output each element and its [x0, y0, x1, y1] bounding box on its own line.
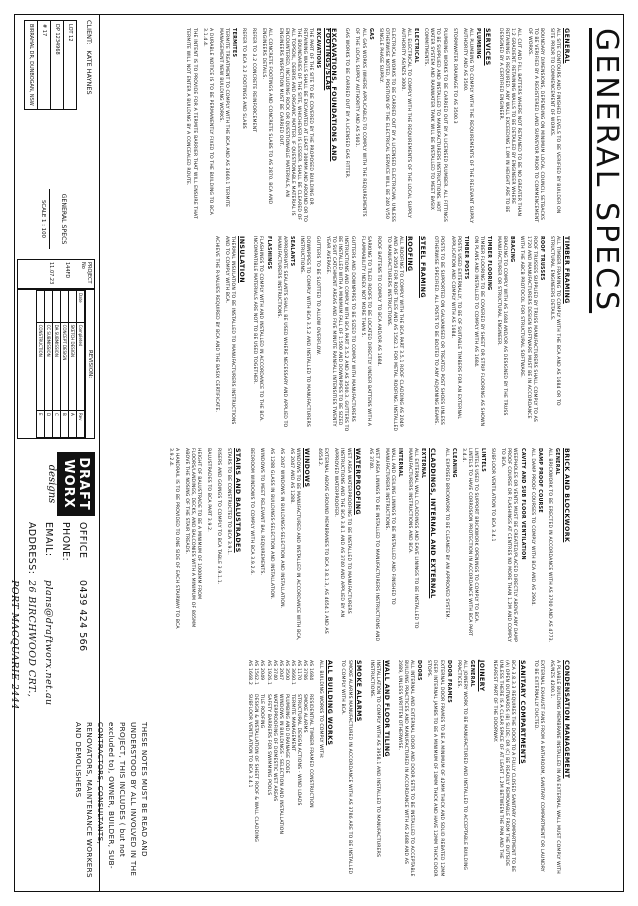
sheet-name — [40, 189, 67, 249]
subsection-heading: DOOR FRAMES — [445, 660, 451, 703]
spec-paragraph: A PLIABLE BUILDING MEMBRANE INSTALLED IN AN EXTERNAL WALL MUST COMPLY WITH AS/NZS 4200.1. — [548, 660, 560, 874]
spec-paragraph: GUTTERS AND DOWNPIPES TO BE SIZED TO COMPLY WITH MANUFACTURERS INSTRUCTIONS AND COMPLY WITH BCA PART 3.5.2 AND AS 3500.3. GUTTERS TO BE INSTALLED WITH A MINIMUM FALL OF 1:500 AND DOWNPIPES TO BE SIZED TO SUIT CATCHMENT AREAS AND FIVE MINUTE RAINFALL INTENSITIES TWENTY YEAR AVERAGE. — [325, 236, 355, 432]
revision-cell: A — [69, 411, 77, 438]
spec-paragraph: ALL DAMP PROOF COURSES TO COMPLY WITH BCA AND AS 2904. — [529, 448, 535, 606]
spec-paragraph: THE PART OF THE SITE TO BE COVERED BY THE PROPOSED BUILDING OR RETAINING WALLS SHALL BE EXCAVATED AT LEAST 300MM AND AROUND OR TO THE BOUNDARIES OF THE SITE, WHICHEVER IS LESSER. SHALL BE CLEARED OF ALL TOPSOIL, DEBRIS AND ORGANIC MATTER. IF QUESTIONABLE MATERIAL IS ENCOUNTERED, INCLUDING ROCK OR QUESTIONABLE MATERIALS, AN ENGINEERS INSPECTION MUST BE CARRIED OUT. — [277, 28, 313, 222]
spec-paragraph: ALL CONCRETE FOOTINGS AND CONCRETE SLABS TO AS 2870. BCA AND ENGINEERS DETAILS. — [261, 28, 273, 205]
spec-paragraph: WALL AND CEILING LININGS TO BE INSTALLED AND FINISHED TO MANUFACTURERS INSTRUCTIONS. — [383, 448, 396, 605]
standard-code: AS 3500 — [283, 660, 289, 681]
spec-paragraph: FLASHINGS TO COMPLY WITH AND INSTALLED IN ACCORDANCE TO THE BCA. INCOMPATIBLE MATERIALS ARE NOT TO BE USED TOGETHER. — [252, 236, 264, 422]
spec-paragraph: ALL ROOFING TO COMPLY WITH THE BCA PART 3.5.1 ROOF CLADDING AS 2049 AND AS 2050 FOR ROOF TILES AND AS 1562.1 FOR METAL ROOFING. INSTALLED TO MANUFACTURERS INSTRUCTIONS. — [385, 236, 404, 432]
project-no: 144FD — [64, 262, 70, 279]
section-heading: WATERPROOFING — [353, 448, 361, 515]
section-heading: WINDOWS — [303, 448, 311, 488]
section-heading: CLADDINGS, INTERNAL AND EXTERNAL — [429, 448, 437, 599]
sheet-name-text: GENERAL SPECS — [60, 193, 67, 245]
standard-row — [283, 660, 289, 878]
revision-header-row — [77, 291, 85, 438]
standard-row — [307, 660, 313, 878]
spec-paragraph: INSTALLATION TO COMPLY WITH AS 3958.1 AND INSTALLED TO MANUFACTURERS INSTRUCTIONS. — [368, 660, 380, 858]
spec-paragraph: ACHIEVE THE R-VALUES REQUIRED BY BCA AND THE BASIX CERTIFICATE. — [213, 236, 219, 413]
revision-cell: DA SUBMISSION — [53, 322, 61, 410]
spec-paragraph: ALL BRICKWORK TO BE ERECTED IN ACCORDANCE WITH AS 3700 AND AS 4773. — [546, 448, 552, 643]
revision-cell: CC SUBMISSION — [45, 322, 53, 410]
spec-paragraph: SMOKE ALARMS MANUFACTURED IN ACCORDANCE WITH AS 3786 ARE TO BE INSTALLED TO COMPLY WITH BCA. — [340, 660, 352, 875]
section-heading: GENERAL — [563, 28, 570, 64]
revision-cell: C — [53, 411, 61, 438]
site-details-table — [24, 20, 77, 110]
address-cell: BIRRAHAL DR, DUNBOGAN, NSW — [25, 21, 38, 110]
client-label: CLIENT: — [85, 20, 93, 45]
standard-code: AS 1170 — [296, 660, 301, 681]
street-no-cell: # 17 — [38, 21, 51, 110]
office-phone-label: OFFICE PHONE: — [60, 522, 88, 562]
subsection-heading: GAS — [367, 28, 373, 41]
spec-paragraph: WINDOWS TO BE MANUFACTURED AND INSTALLED IN ACCORDANCE WITH BCA, AS 2047 AND AS 1288. — [288, 448, 300, 641]
revision-grid — [36, 290, 85, 438]
client-panel — [19, 20, 93, 185]
standard-title: SMOKE ALARMS — [302, 694, 308, 733]
project-panel — [17, 259, 95, 289]
spec-paragraph: ALL JOINERY WORK TO BE MANUFACTURED AND INSTALLED TO ACCEPTABLE BUILDING PRACTICES. — [455, 660, 467, 871]
lot-cell: LOT 12 — [64, 21, 77, 110]
spec-column-4 — [246, 660, 576, 878]
subsection-heading: EXTERNAL — [420, 448, 426, 479]
revision-cell: CONSTRUCTION — [37, 322, 45, 410]
spec-paragraph: A DURABLE NOTICE IS TO BE PERMANENTLY FIXED TO THE BUILDING TO BCA 3.1.4.4. — [201, 28, 213, 215]
office-address-2: PORT MACQUARIE 2444 — [9, 580, 20, 710]
spec-paragraph: TIMBER FLOORING TO BE COVERED BY SHEET OR STRIP FLOORING AS SHOWN ON PLANS AND INSTALLED TO COMPLY WITH AS 1684. — [472, 236, 484, 427]
subsection-heading: GENERAL — [468, 660, 474, 688]
spec-paragraph: APPROPRIATE SEALANTS SHALL BE USED WHERE NECESSARY AND APPLIED TO MANUFACTURERS INSTRUCTIONS. — [275, 236, 287, 428]
standard-code: AS 3660.1 — [289, 660, 295, 685]
spec-paragraph: ALL BUILDING WORKS TO COMPLY WITH: — [318, 660, 324, 759]
spec-paragraph: EXTERNAL ABOVE GROUND MEMBRANES TO BCA 3.8.1.3, AS 4654.1 AND AS 4654.2. — [317, 448, 329, 634]
spec-column-3 — [163, 448, 576, 644]
sheet-title: GENERAL SPECS — [589, 28, 624, 314]
revision-row — [45, 291, 53, 438]
spec-paragraph: POSTS USED EXTERNALLY, TO BE OF SUITABLE TIMBERS FOR AN EXTERNAL APPLICATION AND COMPLY WITH AS 1684. — [449, 236, 461, 420]
subsection-heading: TIMBER POSTS — [462, 236, 468, 280]
subsection-heading: INTERNAL — [397, 448, 403, 478]
revision-row — [61, 291, 69, 438]
spec-column-1 — [180, 28, 576, 224]
revision-row — [69, 291, 77, 438]
address-label: ADDRESS: — [26, 522, 37, 575]
standard-code: AS 3786 — [302, 660, 308, 681]
spec-paragraph: BRACING TO COMPLY WITH AS 1684 AND/OR AS DESIGNED BY THE TRUSS MANUFACTURER OR STRUCTURAL ENGINEER. — [496, 236, 508, 416]
subsection-heading: ROOF TRUSSES — [538, 236, 544, 281]
spec-paragraph: GUTTERS TO BE SLOTTED TO ALLOW OVERFLOW. — [315, 236, 321, 356]
spec-paragraph: BOUNDARY DIMENSIONS, DEPENDING ON MINIMUM LOCAL COUNCIL SETBACKS TO BE VERIFIED BY A REGISTERED LAND SURVEYOR PRIOR TO COMMENCEMENT OF WORKS. — [526, 28, 544, 223]
section-heading: SERVICES — [484, 28, 492, 66]
revision-cell — [53, 291, 61, 323]
revision-cell — [45, 291, 53, 323]
section-heading: JOINERY — [478, 660, 486, 692]
dp-cell: DP 1234968 — [51, 21, 64, 110]
standard-code: AS 1562.1 — [253, 660, 259, 685]
spec-paragraph: HEIGHT OF BALUSTRADE TO BE A MINIMUM OF 1000MM FROM FLOORS/LANDINGS, DECKS, AND BALCONIES WITH A MINIMUM OF 865MM ABOVE THE NOSING OF THE STAIR TREADS. — [183, 448, 202, 628]
standard-title: TILE ROOFING — [259, 694, 265, 729]
spec-paragraph: THERMAL INSULATION TO BE INSTALLED TO MANUFACTURERS INSTRUCTIONS AND TO COMPLY WITH BCA. — [224, 236, 236, 425]
standard-title: DESIGN & INSTALLATION OF SHEET ROOF & WALL CLADDING — [253, 694, 259, 843]
spec-paragraph: REFER TO BCA 3.2 FOOTINGS AND SLABS — [241, 28, 247, 129]
spec-paragraph: AS 2047 WINDOWS IN BUILDINGS-SELECTION AND INSTALLATION. — [278, 448, 284, 609]
standard-row — [295, 660, 301, 878]
revision-cell: SKETCH DESIGN — [69, 322, 77, 410]
standard-title: WATERPROOFING OF DOMESTIC WET AREAS — [271, 694, 277, 802]
spec-paragraph: PLUMBING WORKS TO BE CARRIED OUT BY A LICENSED PLUMBER. ALL FITTINGS TO BE SUPPLIED AND INSTALLED TO MANUFACTURERS INSTRUCTIONS. HOT WATER SYSTEM AND RAINWATER TANK WILL BE INSTALLED TO MEET BASIX COMMITMENTS. — [423, 28, 447, 222]
notice-text: THESE NOTES MUST BE READ AND UNDERSTOOD BY ALL INVOLVED IN THE PROJECT, THIS INCLUDES ( but not excluded to), OWNER, BUILDER, SUB-CONTRACTORS, CONSULTANTS, RENOVATORS, MAINTENANCE WORKERS AND DEMOLISHERS — [74, 722, 149, 878]
spec-paragraph: BEDROOM WINDOWS TO COMPLY WITH BCA 3.9.2.6. — [248, 448, 254, 575]
spec-paragraph: SARKING TO TILED ROOFS TO BE LOCATED DIRECTLY UNDER BATTENS WITH A FLAMMABILITY INDEX NOT MORE THAN 5. — [359, 236, 371, 427]
subsection-heading: PLUMBING — [474, 28, 480, 59]
spec-paragraph: ROOF BATTENS TO COMPLY TO BCA AND/OR AS 1684. — [375, 236, 381, 367]
email-label: EMAIL: — [43, 522, 54, 557]
standard-code: AS 1668.2 — [247, 660, 253, 685]
standard-title: WINDOWS IN BUILDINGS - SELECTION AND INSTALLATION — [277, 694, 283, 835]
subsection-heading: CAVITY AND SUB FLOOR VENTILATION — [519, 448, 525, 560]
spec-paragraph: EXTERNAL EXHAUST FANS FROM A BATHROOM, SANITARY COMPARTMENT OR LAUNDRY TO BE EXTERNALLY DUCTED. — [532, 660, 544, 872]
subsection-heading: DOORS — [416, 660, 422, 681]
project-no-label: PROJECT No — [80, 262, 92, 284]
section-heading: STEEL FRAMING — [419, 236, 427, 298]
subsection-heading: FLASHINGS — [265, 236, 271, 270]
project-date: 11.07.23 — [48, 262, 54, 285]
standard-row — [246, 660, 252, 878]
standard-title: SAFETY BARRIERS FOR SWIMMING POOLS — [265, 694, 271, 796]
standard-code: AS 1926.1 — [265, 660, 271, 685]
spec-paragraph: WET AREA LININGS TO BE INSTALLED TO MANUFACTURERS INSTRUCTIONS AND AS 3740. — [367, 448, 379, 642]
title-block — [9, 14, 100, 892]
spec-column-2 — [209, 236, 576, 432]
subsection-heading: EXCAVATIONS — [315, 28, 321, 69]
revision-cell — [37, 291, 45, 323]
subsection-heading: LINTELS — [480, 448, 486, 473]
standard-row — [264, 660, 270, 878]
standard-row — [271, 660, 277, 878]
subsection-heading: CLEANING — [450, 448, 456, 478]
standard-row — [277, 660, 283, 878]
section-heading: INSULATION — [238, 236, 246, 283]
spec-paragraph: ELECTRICAL WORKS TO BE CARRIED OUT BY A LICENSED ELECTRICIAN. UNLESS OTHERWISE NOTED, POSITION OF THE ELECTRICAL SERVICE WILL BE 240 V/50 SINGLE PHASE SUPPLY. — [377, 28, 395, 222]
scale-text: SCALE 1 : 100 — [40, 200, 46, 238]
subsection-heading: TERMITES — [231, 28, 237, 58]
section-heading: WALL AND FLOOR TILING — [382, 660, 390, 757]
section-heading: BRICK AND BLOCKWORK — [563, 448, 570, 543]
revision-col-header: Completed — [77, 322, 85, 410]
spec-paragraph: REFER TO 3.2 CONCRETE REINFORCEMENT — [251, 28, 257, 133]
spec-paragraph: GAS WORKS TO BE CARRIED OUT BY A LICENSED GAS FITTER. — [344, 28, 350, 179]
spec-paragraph: LINTELS USED TO SUPPORT BRICKWORK OPENINGS TO COMPLY TO BCA. LINTELS TO HAVE CORROSION PROTECTION IN ACCORDANCE WITH BCA PART 3.4.4. — [460, 448, 478, 636]
revision-cell: B — [61, 411, 69, 438]
standard-title: RESIDENTIAL TIMBER FRAMED CONSTRUCTION — [308, 694, 314, 808]
logo-line-1: DRAFT — [76, 457, 91, 511]
company-logo — [17, 452, 95, 516]
standard-code: AS 2049 — [259, 660, 265, 681]
office-phone: 0439 424 566 — [77, 580, 88, 652]
revision-header: REVISION: — [85, 290, 94, 438]
spec-paragraph: BCA 3.8.3.3 REQUIRES THE DOOR TO A FULLY CLOSED SANITARY COMPARTMENT TO BE (A) OPEN OUTWARDS (B) SLIDE; OR (C) BE READILY REMOVABLE FROM THE OUTSIDE UNLESS THERE IS A CLEAR SPACE OF AT LEAST 1.2M BETWEEN THE PAN AND THE NEAREST PART OF THE DOORWAY. — [492, 660, 516, 873]
spec-paragraph: TERMITE TREATMENT TO COMPLY WITH THE BCA AND AS 3660.1 TERMITE MANAGEMENT NEW BUILDING WORKS. — [217, 28, 229, 208]
revision-row — [53, 291, 61, 438]
contact-panel — [9, 522, 91, 727]
spec-paragraph: ALL INTERNAL AND EXTERNAL DOOR AND DOOR SETS TO BE INSTALLED TO ACCEPTABLE BUILDING PRACTICES AND MANUFACTURED IN ACCORDANCE WITH AS 2688 AND AS 2689, UNLESS WRITTEN OTHERWISE. — [397, 660, 415, 877]
spec-paragraph: ALL CUT AND FILL BATTERS WHERE NOT RETAINED TO BE NO GREATER THAN 1:2 GRADIENT. RETAINING WALLS TO BE DETAILED BY ENGINEER WHERE RETAINING IS REQUIRED. ANY WALL EXCEEDING 1.0M IN HEIGHT ARE TO BE DESIGNED BY A CERTIFIED ENGINEER. — [498, 28, 522, 217]
spec-paragraph: WINDOWS TO MEET RELEVANT BAL REQUIREMENTS. — [258, 448, 264, 576]
standard-code: AS 1684 — [308, 660, 314, 681]
office-address-1: 26 BIRCHWOOD CRT., — [26, 580, 37, 698]
revision-col-header: Date — [77, 291, 85, 323]
subsection-heading: GENERAL — [553, 448, 559, 476]
spec-paragraph: ALL PLUMBING TO COMPLY WITH THE REQUIREMENTS OF THE RELEVANT SUPPLY AUTHORITY AND AS 3500. — [461, 28, 473, 224]
section-heading: TIMBER FRAMING — [563, 236, 570, 304]
revision-cell — [61, 291, 69, 323]
section-heading: STAIRS AND BALUSTRADES — [234, 448, 242, 553]
standard-code: AS 3740 — [271, 660, 277, 681]
spec-paragraph: BALUSTRADES TO BCA PART 3.9.2. — [206, 448, 212, 532]
spec-paragraph: STORMWATER DRAINAGE TO AS 3500.3 — [451, 28, 457, 124]
spec-paragraph: POSTS TO BE SUPPORTED ON GALVANISED OR TREATED POST SHOES UNLESS OTHERWISE SPECIFIED. ALL POSTS TO BE BOLTED TO ANY ADJOINING BEAMS. — [433, 236, 445, 425]
revision-col-header: Rev — [77, 411, 85, 438]
spec-paragraph: THE INTENT IS TO PROVIDE FOR A TERMITE BARRIER THAT WILL ENSURE THAT TERMITE WILL NOT ENTER A BUILDING BY A CONCEALED ROUTE. — [185, 28, 197, 219]
spec-paragraph: ALL EXTERNAL WALL CLADDINGS AND EAVE LININGS TO BE INSTALLED TO MANUFACTURERS INSTRUCTIONS AND BCA. — [407, 448, 419, 629]
spec-paragraph: EXTERNAL DOOR FRAMES TO BE A MINIMUM OF 42MM THICK AND SOLID REBATED 12MM DEEP. INTERNAL JAMBS TO BE A MINIMUM OF 18MM THICK AND HAVE 12MM THICK DOOR STOPS. — [426, 660, 444, 877]
spec-paragraph: RISERS AND GOINGS TO COMPLY TO BCA TABLE 3.9.1.1. — [216, 448, 222, 585]
revision-table — [17, 289, 95, 439]
spec-paragraph: WEEPHOLES OR VENTS MUST BE CREATED/PLACED DIRECTLY ABOVE ANY DAMP PROOF COURSE OR FLASHINGS AT CENTRES NO MORE THAN 1.2M AND COMPLY TO BCA. — [500, 448, 518, 642]
subsection-heading: BRACING — [509, 236, 515, 263]
section-heading: CONDENSATION MANAGEMENT — [563, 660, 570, 779]
standard-title: TERMITE MANAGEMENT — [289, 694, 295, 752]
section-heading: ROOFING — [406, 236, 414, 272]
spec-paragraph: A HANDRAIL IS TO BE PROVIDED TO ONE SIDE OF EACH STAIRWAY TO BCA 3.9.2.4. — [167, 448, 179, 629]
spec-paragraph: DOWNPIPES TO COMPLY WITH BCA 3.5.2 AND INSTALLED TO MANUFACTURERS INSTRUCTIONS. — [298, 236, 310, 427]
spec-paragraph: ALL TIMBER FRAMING TO COMPLY WITH THE BCA AND AS 1684 OR TO STRUCTURAL ENGINEERS DETAILS. — [548, 236, 560, 406]
spec-paragraph: AS 1288 GLASS IN BUILDINGS-SELECTION AND INSTALLATION. — [268, 448, 274, 600]
section-heading: SANITARY COMPARTMENTS — [518, 660, 526, 765]
spec-paragraph: SUBFLOOR VENTILATION TO BCA 3.4.1 — [490, 448, 496, 542]
revision-cell: CONCEPT DESIGN — [61, 322, 69, 410]
subsection-heading: SEALANTS — [288, 236, 294, 267]
section-heading: ALL BUILDING WORKS — [326, 660, 334, 746]
revision-row — [37, 291, 45, 438]
section-heading: SMOKE ALARMS — [354, 660, 362, 722]
subsection-heading: TIMBER FLOORING — [486, 236, 492, 291]
standard-title: PLUMBING AND DRAINAGE CODE — [283, 694, 289, 774]
email: plans@draftworx.net.au — [43, 580, 54, 706]
revision-cell: D — [45, 411, 53, 438]
subsection-heading: ELECTRICAL — [413, 28, 419, 64]
standard-row — [252, 660, 258, 878]
subsection-heading: DAMP PROOF COURSE — [536, 448, 542, 513]
spec-paragraph: ALL SITE CONTOURS AND FINISHED LEVELS TO BE VERIFIED BY BUILDER ON SITE PRIOR TO COMMENCEMENT OF WORKS. — [548, 28, 560, 214]
client-name: KATE HAYNES — [85, 50, 93, 95]
spec-paragraph: ALL ELECTRICAL TO COMPLY WITH THE REQUIREMENTS OF THE LOCAL SUPPLY AUTHORITY AS/NZS 3000. — [400, 28, 412, 219]
standard-title: SUBFLOOR VENTILATION TO BCA 3.4.1 — [247, 694, 253, 788]
logo-line-3: designs — [46, 464, 57, 504]
standard-code: AS 2047 — [277, 660, 283, 681]
spec-paragraph: WET AREA WATERPROOFING TO BE INSTALLED TO MANUFACTURERS INSTRUCTIONS AND THE BCA 3.8.1 AND AS 3740 AND APPLIED BY AN APPROVED WATERPROOFER. — [333, 448, 351, 618]
spec-paragraph: ROOF TRUSSES SUPPLIED BY TRUSS MANUFACTURERS SHALL COMPLY TO AS 1720 AND MANUFACTURERS DESIGN SOFTWARE MUST BE IN ACCORDANCE WITH THE ABCB PROTOCOL FOR STRUCTURAL SOFTWARE. — [519, 236, 537, 422]
section-heading: EXCAVATIONS, FOUNDATIONS AND FOOTINGS/SLAB — [324, 28, 338, 162]
spec-paragraph: ALL GAS WORKS (WHERE APPLICABLE) TO COMPLY WITH THE REQUIREMENTS OF THE LOCAL SUPPLY AUTHORITY AND AS 5601. — [354, 28, 366, 217]
standard-title: STRUCTURAL DESIGN ACTIONS - WIND LOADS — [296, 694, 301, 806]
logo-line-2: WORX — [61, 459, 76, 509]
revision-cell — [69, 291, 77, 323]
revision-cell: E — [37, 411, 45, 438]
spec-paragraph: STAIRS TO BE CONSTRUCTED TO BCA 3.9.1. — [226, 448, 232, 555]
spec-paragraph: ALL EXPOSED BRICKWORK TO BE CLEANED BY AN APPROVED SYSTEM. — [443, 448, 449, 620]
